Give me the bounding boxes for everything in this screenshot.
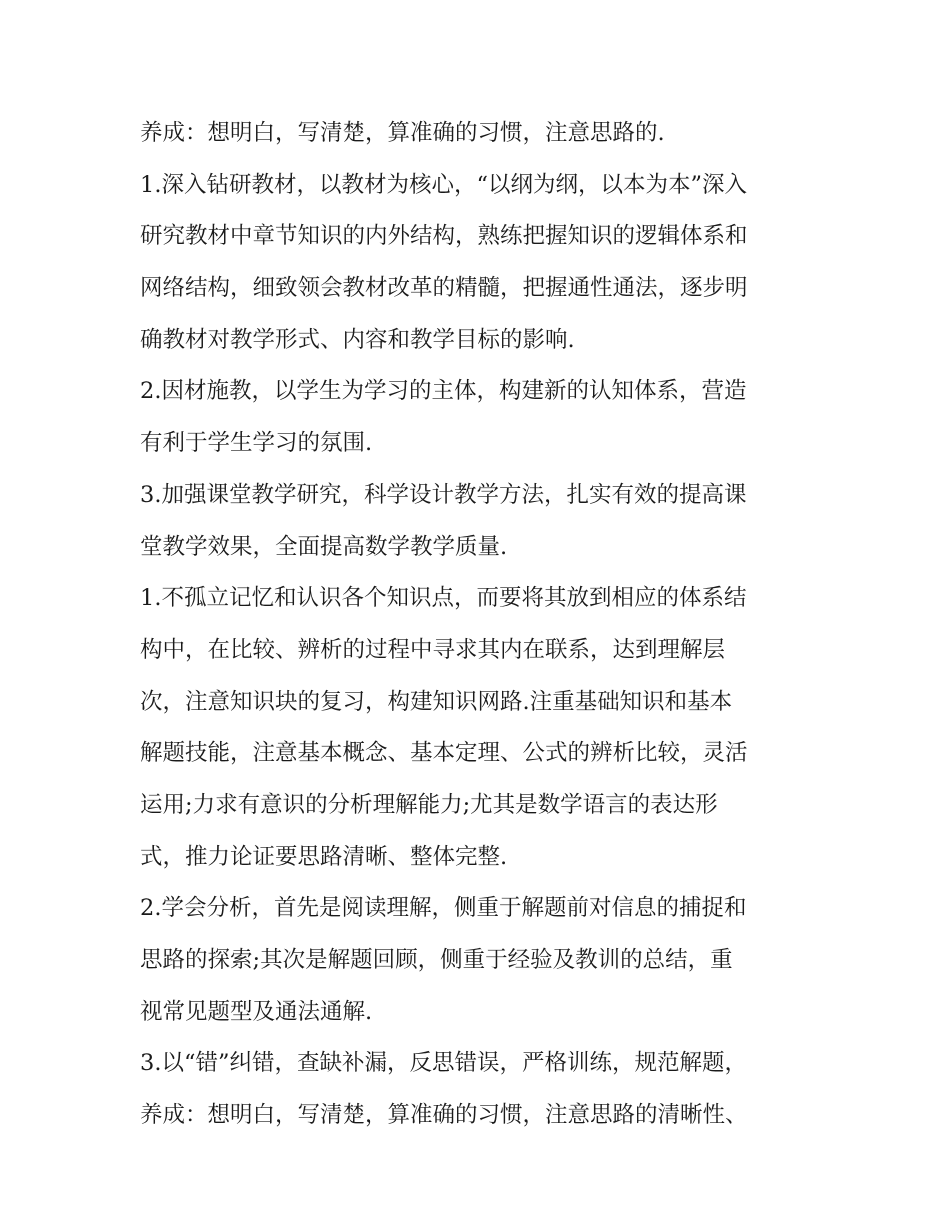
text-line: 研究教材中章节知识的内外结构，熟练把握知识的逻辑体系和 xyxy=(140,223,748,250)
text-line: 有利于学生学习的氛围. xyxy=(140,430,373,457)
text-line: 视常见题型及通法通解. xyxy=(140,998,373,1025)
text-line: 思路的探索;其次是解题回顾，侧重于经验及教训的总结，重 xyxy=(140,947,733,973)
text-line: 2.学会分析，首先是阅读理解，侧重于解题前对信息的捕捉和 xyxy=(140,895,747,922)
text-line: 3.以“错”纠错，查缺补漏，反思错误，严格训练，规范解题， xyxy=(140,1050,747,1077)
text-line: 3.加强课堂教学研究，科学设计教学方法，扎实有效的提高课 xyxy=(140,481,747,508)
text-line: 次，注意知识块的复习，构建知识网路.注重基础知识和基本 xyxy=(140,688,733,715)
text-line: 养成：想明白，写清楚，算准确的习惯，注意思路的. xyxy=(140,120,665,146)
text-line: 1.不孤立记忆和认识各个知识点，而要将其放到相应的体系结 xyxy=(140,585,747,612)
text-line: 式，推力论证要思路清晰、整体完整. xyxy=(140,843,508,870)
text-line: 确教材对教学形式、内容和教学目标的影响. xyxy=(140,326,575,353)
text-line: 2.因材施教，以学生为学习的主体，构建新的认知体系，营造 xyxy=(140,378,747,405)
document-body xyxy=(140,108,830,1142)
text-line: 堂教学效果，全面提高数学教学质量. xyxy=(140,533,508,560)
text-line: 构中，在比较、辨析的过程中寻求其内在联系，达到理解层 xyxy=(140,636,726,663)
text-line: 解题技能，注意基本概念、基本定理、公式的辨析比较，灵活 xyxy=(140,740,748,767)
text-line: 1.深入钻研教材，以教材为核心，“以纲为纲，以本为本”深入 xyxy=(140,171,747,198)
text-line: 网络结构，细致领会教材改革的精髓，把握通性通法，逐步明 xyxy=(140,275,748,302)
text-line: 养成：想明白，写清楚，算准确的习惯，注意思路的清晰性、 xyxy=(140,1102,748,1129)
text-line: 运用;力求有意识的分析理解能力;尤其是数学语言的表达形 xyxy=(140,791,718,818)
